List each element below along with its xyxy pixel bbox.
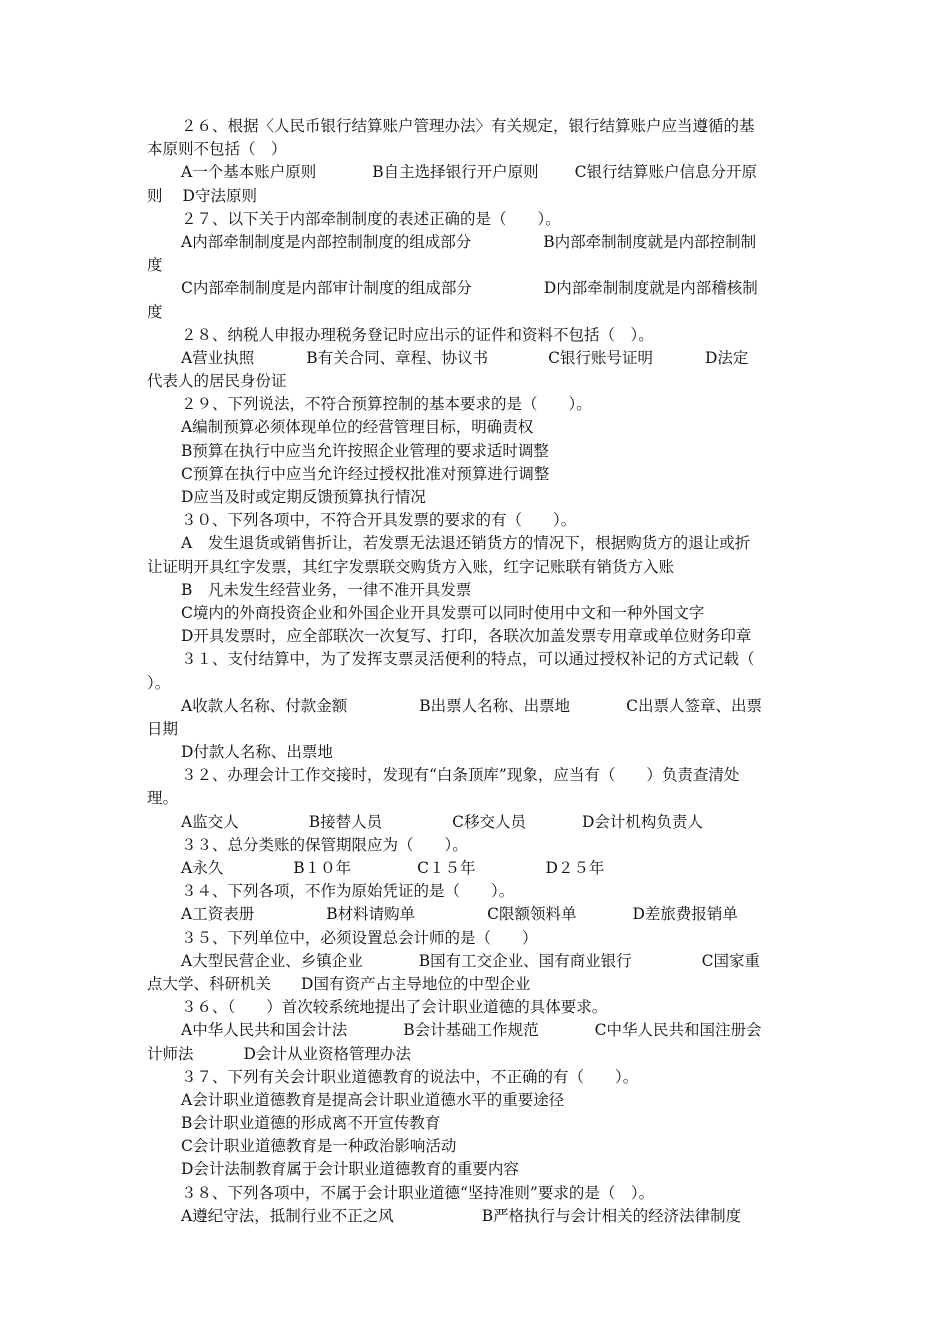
- question-37-option-b: B会计职业道德的形成离不开宣传教育: [181, 1114, 441, 1133]
- option-a: A一个基本账户原则: [181, 163, 317, 182]
- question-29-option-a: A编制预算必须体现单位的经营管理目标，明确责权: [181, 418, 534, 437]
- question-29-option-c: C预算在执行中应当允许经过授权批准对预算进行调整: [181, 464, 550, 483]
- option-a: A永久: [181, 859, 224, 877]
- question-32-stem-cont: 理。: [147, 789, 179, 808]
- question-27-options-cd: [147, 277, 807, 300]
- option-b: B内部牵制制度就是内部控制制: [543, 232, 757, 251]
- option-d: D内部牵制制度就是内部稽核制: [543, 279, 758, 298]
- option-c: C国家重: [701, 951, 760, 970]
- question-38-options: [147, 1205, 807, 1228]
- question-31-stem: ３１、支付结算中，为了发挥支票灵活便利的特点，可以通过授权补记的方式记载（: [181, 650, 755, 669]
- option-c: C银行结算账户信息分开原: [574, 163, 757, 182]
- question-38-stem: ３８、下列各项中，不属于会计职业道德“坚持准则”要求的是（ ）。: [181, 1183, 655, 1202]
- question-35-stem: ３５、下列单位中，必须设置总会计师的是（ ）: [181, 928, 538, 947]
- question-37-option-d: D会计法制教育属于会计职业道德教育的重要内容: [181, 1160, 519, 1179]
- option-a: A大型民营企业、乡镇企业: [181, 951, 363, 970]
- option-b: B严格执行与会计相关的经济法律制度: [481, 1206, 742, 1225]
- question-29-stem: ２９、下列说法，不符合预算控制的基本要求的是（ ）。: [181, 395, 592, 414]
- question-35-options: [147, 950, 807, 973]
- question-29-option-d: D应当及时或定期反馈预算执行情况: [181, 488, 426, 506]
- option-c-cont: 计师法: [147, 1044, 194, 1063]
- option-d: D法定: [704, 348, 749, 367]
- question-31-stem-cont: ）。: [147, 673, 171, 692]
- option-d: D会计机构负责人: [581, 812, 703, 831]
- question-list: [147, 115, 807, 1228]
- question-37-option-c: C会计职业道德教育是一种政治影响活动: [181, 1137, 457, 1156]
- question-26-stem: ２６、根据〈人民币银行结算账户管理办法〉有关规定，银行结算账户应当遵循的基: [181, 117, 755, 135]
- question-37-option-a: A会计职业道德教育是提高会计职业道德水平的重要途径: [181, 1090, 565, 1109]
- question-31-option-c-cont: 日期: [147, 719, 179, 738]
- option-b: B会计基础工作规范: [403, 1021, 539, 1040]
- option-b: B自主选择银行开户原则: [372, 163, 539, 182]
- option-a: A工资表册: [181, 905, 255, 924]
- question-31-option-d: D付款人名称、出票地: [181, 743, 333, 762]
- question-28-option-d-cont: 代表人的居民身份证: [147, 372, 287, 391]
- question-26-options-cont: [147, 185, 807, 208]
- question-34-options: [147, 903, 807, 926]
- question-26-stem-cont: 本原则不包括（ ）: [147, 140, 287, 159]
- option-a: A内部牵制制度是内部控制制度的组成部分: [181, 232, 472, 251]
- question-33-options: [147, 857, 807, 880]
- question-30-option-c: C境内的外商投资企业和外国企业开具发票可以同时使用中文和一种外国文字: [181, 603, 705, 622]
- option-c: C中华人民共和国注册会: [594, 1021, 762, 1040]
- option-c-cont: 则: [147, 186, 163, 205]
- option-c: C内部牵制制度是内部审计制度的组成部分: [181, 279, 472, 298]
- option-c: C限额领料单: [487, 905, 577, 924]
- question-27-option-b-cont: 度: [147, 256, 163, 275]
- option-b: B材料请购单: [326, 905, 416, 924]
- option-d: D会计从业资格管理办法: [243, 1044, 411, 1063]
- option-b: B１０年: [293, 859, 352, 877]
- option-a: A遵纪守法，抵制行业不正之风: [181, 1206, 394, 1225]
- question-30-option-b: B 凡未发生经营业务，一律不准开具发票: [181, 580, 472, 599]
- question-32-stem: ３２、办理会计工作交接时，发现有“白条顶库”现象，应当有（ ）负责查清处: [181, 766, 740, 785]
- option-c: C移交人员: [452, 812, 526, 831]
- question-32-options: [147, 811, 807, 834]
- option-d: D国有资产占主导地位的中型企业: [301, 974, 531, 993]
- option-a: A收款人名称、付款金额: [181, 696, 348, 715]
- option-a: A营业执照: [181, 348, 255, 367]
- question-27-stem: ２７、以下关于内部牵制制度的表述正确的是（ ）。: [181, 209, 561, 228]
- option-c: C１５年: [417, 859, 476, 877]
- question-31-options: [147, 695, 807, 718]
- option-b: B有关合同、章程、协议书: [306, 348, 489, 367]
- question-34-stem: ３４、下列各项，不作为原始凭证的是（ ）。: [181, 882, 515, 901]
- question-30-option-a-cont: 让证明开具红字发票，其红字发票联交购货方入账，红字记账联有销货方入账: [147, 557, 675, 576]
- question-28-stem: ２８、纳税人申报办理税务登记时应出示的证件和资料不包括（ ）。: [181, 325, 654, 344]
- option-c: C银行账号证明: [548, 348, 653, 367]
- option-a: A中华人民共和国会计法: [181, 1021, 348, 1040]
- option-d: D差旅费报销单: [632, 905, 738, 924]
- option-d: D守法原则: [182, 186, 257, 205]
- question-30-option-d: D开具发票时，应全部联次一次复写、打印，各联次加盖发票专用章或单位财务印章: [181, 627, 752, 646]
- option-c-cont: 点大学、科研机关: [147, 974, 272, 993]
- question-36-options: [147, 1019, 807, 1042]
- question-26-options: [147, 161, 807, 184]
- question-27-options-ab: [147, 231, 807, 254]
- option-c: C出票人签章、出票: [626, 696, 762, 715]
- question-29-option-b: B预算在执行中应当允许按照企业管理的要求适时调整: [181, 441, 549, 460]
- question-33-stem: ３３、总分类账的保管期限应为（ ）。: [181, 835, 468, 854]
- question-30-option-a: A 发生退货或销售折让，若发票无法退还销货方的情况下，根据购货方的退让或折: [181, 534, 751, 553]
- question-27-option-d-cont: 度: [147, 302, 163, 321]
- question-36-options-cont: [147, 1043, 807, 1066]
- question-35-options-cont: [147, 973, 807, 996]
- option-b: B接替人员: [308, 812, 383, 831]
- question-30-stem: ３０、下列各项中，不符合开具发票的要求的有（ ）。: [181, 511, 577, 530]
- option-a: A监交人: [181, 812, 239, 831]
- option-b: B国有工交企业、国有商业银行: [418, 951, 632, 970]
- question-36-stem: ３６、（ ）首次较系统地提出了会计职业道德的具体要求。: [181, 998, 608, 1017]
- option-b: B出票人名称、出票地: [419, 696, 571, 715]
- question-28-options: [147, 347, 807, 370]
- option-d: D２５年: [545, 859, 605, 877]
- question-37-stem: ３７、下列有关会计职业道德教育的说法中，不正确的有（ ）。: [181, 1067, 639, 1086]
